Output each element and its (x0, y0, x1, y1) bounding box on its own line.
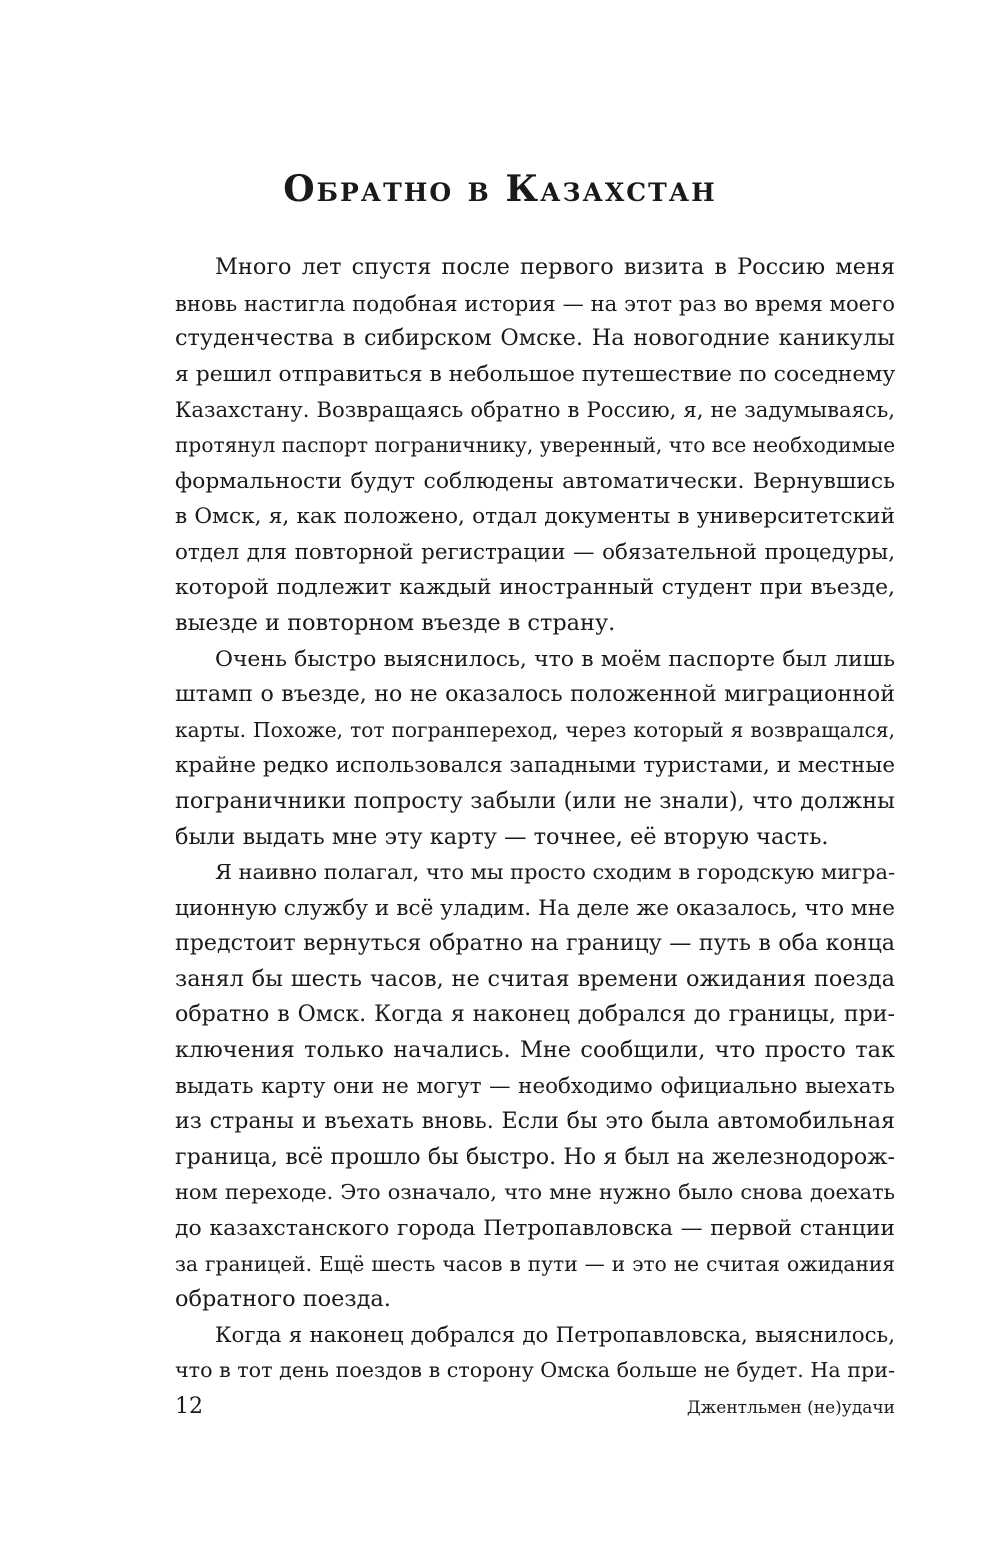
text-line: обратно в Омск. Когда я наконец добрался до границы, при- (175, 1001, 895, 1028)
text-line: вновь настигла подобная история — на этот раз во время моего (175, 290, 895, 316)
text-line: обратного поезда. (175, 1286, 391, 1313)
text-line: карты. Похоже, тот погранпереход, через который я возвращался, (175, 717, 895, 742)
text-line: до казахстанского города Петропавловска — первой станции (175, 1216, 895, 1242)
text-line: Когда я наконец добрался до Петропавловска, выяснилось, (215, 1322, 895, 1348)
paragraph (175, 855, 895, 1318)
text-line: за границей. Ещё шесть часов в пути — и это не считая ожидания (175, 1251, 895, 1276)
text-line: формальности будут соблюдены автоматически. Вернувшись (175, 468, 895, 494)
text-line: ключения только начались. Мне сообщили, что просто так (175, 1037, 895, 1064)
text-line: отдел для повторной регистрации — обязательной процедуры, (175, 539, 895, 565)
text-line: которой подлежит каждый иностранный студент при въезде, (175, 575, 895, 601)
text-line: Казахстану. Возвращаясь обратно в Россию, я, не задумываясь, (175, 397, 895, 423)
text-line: я решил отправиться в небольшое путешествие по соседнему (175, 361, 896, 387)
text-line: предстоит вернуться обратно на границу — путь в оба конца (175, 930, 895, 957)
text-line: Я наивно полагал, что мы просто сходим в городскую мигра- (215, 860, 895, 885)
text-line: из страны и въехать вновь. Если бы это была автомобильная (175, 1108, 895, 1135)
text-line: занял бы шесть часов, не считая времени ожидания поезда (175, 965, 895, 992)
text-line: Много лет спустя после первого визита в Россию меня (215, 254, 895, 280)
text-line: штамп о въезде, но не оказалось положенной миграционной (175, 681, 895, 708)
text-line: протянул паспорт пограничнику, уверенный, что все необходимые (175, 432, 896, 457)
text-line: крайне редко использовался западными туристами, и местные (175, 753, 895, 779)
paragraph (175, 1318, 895, 1389)
text-line: Очень быстро выяснилось, что в моём паспорте был лишь (215, 646, 895, 672)
page-number: 12 (175, 1394, 203, 1419)
text-line: в Омск, я, как положено, отдал документы в университетский (175, 504, 895, 530)
text-line: были выдать мне эту карту — точнее, её вторую часть. (175, 823, 829, 850)
text-line: ционную службу и всё уладим. На деле же оказалось, что мне (175, 895, 895, 921)
paragraph (175, 250, 895, 642)
text-line: выдать карту они не могут — необходимо официально выехать (175, 1073, 895, 1099)
body-text (175, 250, 895, 1389)
running-title: Джентльмен (не)удачи (686, 1398, 895, 1418)
text-line: что в тот день поездов в сторону Омска больше не будет. На при- (175, 1358, 895, 1383)
text-line: студенчества в сибирском Омске. На новогодние каникулы (175, 325, 895, 352)
text-line: ном переходе. Это означало, что мне нужно было снова доехать (175, 1180, 895, 1205)
page-footer (175, 1394, 895, 1424)
page-title: Обратно в Казахстан (283, 168, 717, 210)
text-line: выезде и повторном въезде в страну. (175, 609, 616, 636)
text-line: граница, всё прошло бы быстро. Но я был на железнодорож- (175, 1143, 895, 1170)
text-line: пограничники попросту забыли (или не знали), что должны (175, 787, 895, 814)
paragraph (175, 642, 895, 856)
